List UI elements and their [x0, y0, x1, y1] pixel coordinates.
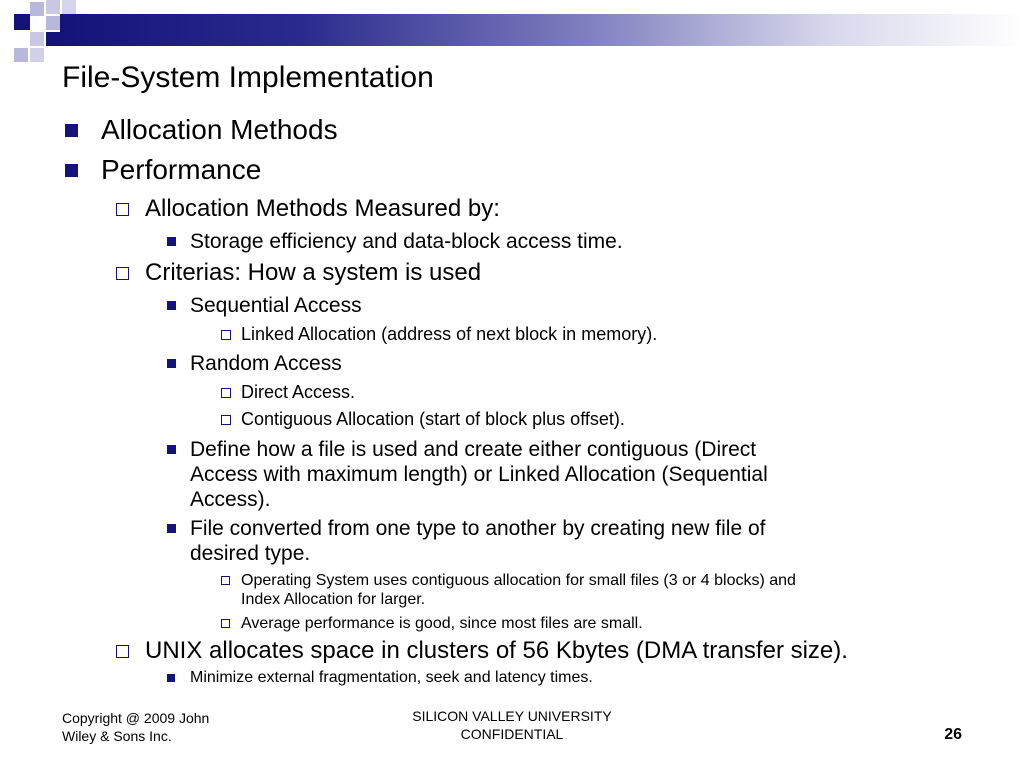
logo-square-light — [30, 32, 44, 46]
hollow-square-bullet-icon — [221, 330, 231, 340]
bullet-text-line: Index Allocation for larger. — [241, 591, 426, 608]
confidential-line: SILICON VALLEY UNIVERSITY — [412, 708, 612, 724]
bullet-text: Allocation Methods — [101, 114, 338, 145]
bullet-text-line: File converted from one type to another by creating new file of — [190, 517, 766, 540]
bullet-direct-access — [241, 382, 355, 402]
bullet-text: Linked Allocation (address of next block in memory). — [241, 324, 658, 344]
bullet-text: Random Access — [190, 352, 342, 375]
bullet-text: Allocation Methods Measured by: — [145, 195, 500, 222]
bullet-text: Contiguous Allocation (start of block plus offset). — [241, 409, 625, 429]
bullet-text-line: Access with maximum length) or Linked Allocation (Sequential — [190, 463, 768, 486]
logo-square-light — [62, 0, 76, 14]
hollow-square-bullet-icon — [221, 388, 231, 398]
logo-square-dark — [14, 14, 30, 30]
bullet-text: Minimize external fragmentation, seek and latency times. — [190, 669, 593, 686]
bullet-define-file-usage — [190, 437, 768, 512]
bullet-criterias — [145, 259, 481, 287]
square-bullet-icon — [167, 237, 176, 246]
bullet-os-contiguous — [241, 571, 796, 609]
bullet-performance — [101, 154, 261, 186]
header-gradient-bar — [60, 14, 1024, 46]
bullet-text-line: Define how a file is used and create either contiguous (Direct — [190, 438, 757, 461]
bullet-file-converted — [190, 516, 765, 566]
hollow-square-bullet-icon — [221, 415, 231, 425]
bullet-unix-allocates — [145, 637, 848, 665]
bullet-text-line: desired type. — [190, 542, 311, 565]
hollow-square-bullet-icon — [116, 203, 129, 216]
bullet-text-line: Access). — [190, 488, 271, 511]
square-bullet-icon — [167, 674, 175, 682]
copyright-line: Copyright @ 2009 John — [62, 710, 210, 726]
logo-square-light — [46, 16, 60, 30]
square-bullet-icon — [167, 359, 176, 368]
hollow-square-bullet-icon — [221, 619, 230, 628]
bullet-contiguous-allocation — [241, 409, 625, 429]
square-bullet-icon — [65, 124, 78, 137]
bullet-text: Storage efficiency and data-block access time. — [190, 230, 623, 253]
bullet-measured-by — [145, 195, 500, 223]
square-bullet-icon — [65, 164, 78, 177]
logo-square-dark — [46, 32, 60, 46]
footer-copyright — [62, 709, 209, 745]
bullet-average-performance — [241, 614, 643, 633]
bullet-text: Criterias: How a system is used — [145, 259, 482, 286]
hollow-square-bullet-icon — [116, 267, 129, 280]
bullet-sequential-access — [190, 293, 362, 318]
bullet-random-access — [190, 351, 342, 376]
copyright-line: Wiley & Sons Inc. — [62, 728, 172, 744]
square-bullet-icon — [167, 445, 176, 454]
bullet-text: Sequential Access — [190, 294, 362, 317]
bullet-text: Average performance is good, since most files are small. — [241, 615, 643, 632]
slide-title: File-System Implementation — [62, 61, 434, 94]
bullet-text: Direct Access. — [241, 382, 356, 402]
page-number: 26 — [944, 726, 962, 743]
bullet-text-line: Operating System uses contiguous allocation for small files (3 or 4 blocks) and — [241, 572, 796, 589]
bullet-allocation-methods — [101, 114, 338, 146]
footer-confidential — [362, 707, 662, 743]
logo-square-light — [30, 2, 44, 16]
bullet-storage-efficiency — [190, 229, 623, 254]
confidential-line: CONFIDENTIAL — [460, 726, 564, 742]
logo-square-light — [46, 0, 60, 14]
bullet-text: UNIX allocates space in clusters of 56 Kbytes (DMA transfer size). — [145, 637, 848, 664]
square-bullet-icon — [167, 524, 176, 533]
bullet-linked-allocation — [241, 324, 657, 344]
logo-square-light — [30, 48, 44, 62]
bullet-text: Performance — [101, 154, 262, 185]
hollow-square-bullet-icon — [221, 576, 230, 585]
bullet-minimize-fragmentation — [190, 668, 593, 688]
logo-square-light — [14, 48, 28, 62]
hollow-square-bullet-icon — [116, 645, 129, 658]
square-bullet-icon — [167, 301, 176, 310]
